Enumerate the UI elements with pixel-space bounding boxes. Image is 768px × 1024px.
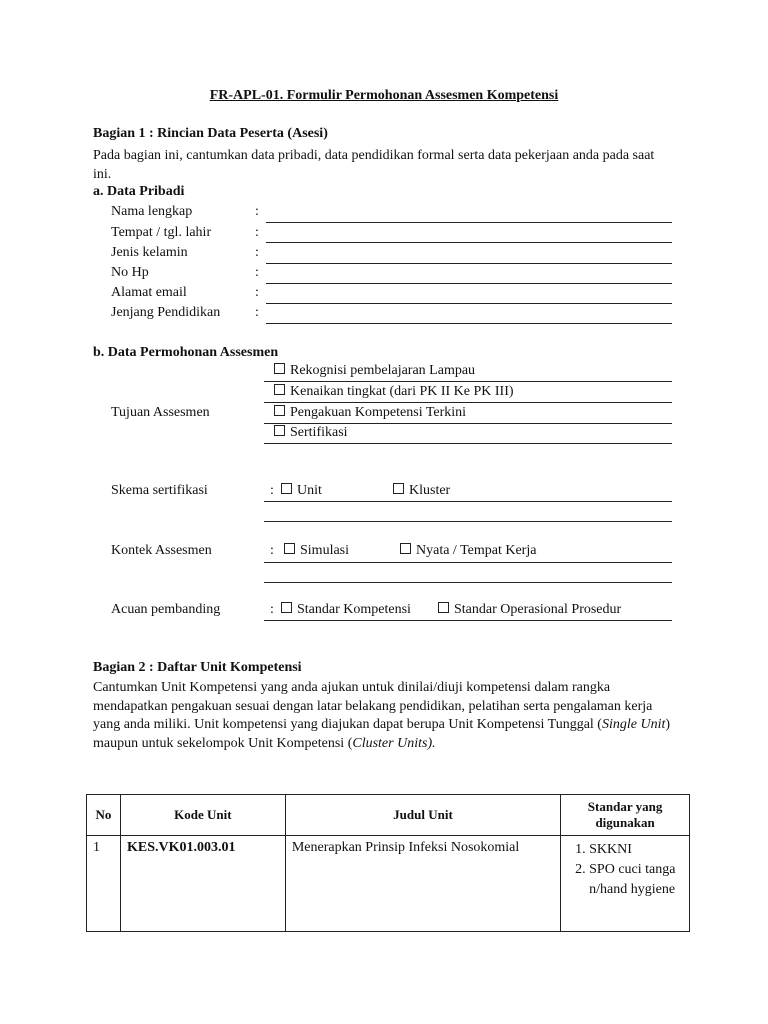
header-no: No bbox=[87, 795, 121, 836]
unit-table bbox=[86, 794, 690, 932]
divider bbox=[264, 562, 672, 563]
skema-label: Skema sertifikasi bbox=[111, 483, 208, 498]
section1-intro: Pada bagian ini, cantumkan data pribadi, data pendidikan formal serta data pekerjaan anda pada saat ini. bbox=[93, 148, 655, 182]
checkbox-icon[interactable] bbox=[274, 384, 285, 395]
cell-judul: Menerapkan Prinsip Infeksi Nosokomial bbox=[285, 836, 560, 932]
section2-heading: Bagian 2 : Daftar Unit Kompetensi bbox=[93, 660, 302, 675]
section2-intro: Cantumkan Unit Kompetensi yang anda ajukan untuk dinilai/diuji kompetensi dalam rangka mendapatkan pengakuan sesuai dengan latar belakang pendidikan, pelatihan serta pengalaman kerja yang anda miliki. Unit kompetensi yang diajukan dapat berupa Unit Kompetensi Tunggal (Single Unit) maupun untuk sekelompok Unit Kompetensi (Cluster Units). bbox=[93, 680, 671, 751]
field-colon: : bbox=[255, 245, 259, 260]
checkbox-icon[interactable] bbox=[274, 405, 285, 416]
tujuan-option-label: Sertifikasi bbox=[290, 425, 348, 440]
field-label-no-hp: No Hp bbox=[111, 265, 149, 280]
tujuan-option-label: Pengakuan Kompetensi Terkini bbox=[290, 405, 467, 420]
data-pribadi-heading: a. Data Pribadi bbox=[93, 184, 185, 199]
checkbox-icon[interactable] bbox=[274, 425, 285, 436]
checkbox-icon[interactable] bbox=[400, 543, 411, 554]
header-judul-unit: Judul Unit bbox=[285, 795, 560, 836]
header-standar: Standar yang digunakan bbox=[561, 795, 690, 836]
section1-heading: Bagian 1 : Rincian Data Peserta (Asesi) bbox=[93, 126, 328, 141]
skema-option-kluster[interactable]: Kluster bbox=[393, 483, 450, 499]
acuan-label: Acuan pembanding bbox=[111, 602, 221, 617]
cell-standar bbox=[561, 836, 690, 932]
field-label-jenis-kelamin: Jenis kelamin bbox=[111, 245, 188, 260]
field-colon: : bbox=[255, 285, 259, 300]
cell-kode: KES.VK01.003.01 bbox=[120, 836, 285, 932]
field-colon: : bbox=[255, 225, 259, 240]
field-label-alamat-email: Alamat email bbox=[111, 285, 187, 300]
field-colon: : bbox=[255, 265, 259, 280]
divider bbox=[264, 582, 672, 583]
field-input-tempat-tgl-lahir[interactable] bbox=[266, 242, 672, 243]
skema-option-unit[interactable]: Unit bbox=[281, 483, 322, 499]
checkbox-icon[interactable] bbox=[274, 363, 285, 374]
kontek-label: Kontek Assesmen bbox=[111, 543, 212, 558]
field-colon: : bbox=[255, 204, 259, 219]
page-title: FR-APL-01. Formulir Permohonan Assesmen Kompetensi bbox=[209, 88, 559, 103]
divider bbox=[264, 521, 672, 522]
kontek-option-nyata[interactable]: Nyata / Tempat Kerja bbox=[400, 543, 536, 559]
tujuan-option-label: Kenaikan tingkat (dari PK II Ke PK III) bbox=[290, 384, 514, 399]
list-item: 1. SKKNI bbox=[589, 840, 683, 860]
checkbox-icon[interactable] bbox=[281, 602, 292, 613]
field-label-tempat-tgl-lahir: Tempat / tgl. lahir bbox=[111, 225, 212, 240]
field-input-nama[interactable] bbox=[266, 222, 672, 223]
list-item: 2. SPO cuci tangan/hand hygiene bbox=[589, 860, 683, 900]
cell-no: 1 bbox=[87, 836, 121, 932]
field-input-jenis-kelamin[interactable] bbox=[266, 263, 672, 264]
acuan-colon: : bbox=[270, 602, 274, 617]
checkbox-icon[interactable] bbox=[393, 483, 404, 494]
tujuan-label: Tujuan Assesmen bbox=[111, 405, 210, 420]
divider bbox=[264, 501, 672, 502]
kontek-colon: : bbox=[270, 543, 274, 558]
field-label-nama: Nama lengkap bbox=[111, 204, 193, 219]
divider bbox=[264, 620, 672, 621]
data-permohonan-heading: b. Data Permohonan Assesmen bbox=[93, 345, 279, 360]
checkbox-icon[interactable] bbox=[281, 483, 292, 494]
field-label-jenjang-pendidikan: Jenjang Pendidikan bbox=[111, 305, 221, 320]
table-header-row bbox=[87, 795, 690, 836]
tujuan-option[interactable] bbox=[264, 362, 672, 382]
tujuan-option-label: Rekognisi pembelajaran Lampau bbox=[290, 363, 476, 378]
skema-colon: : bbox=[270, 483, 274, 498]
table-row bbox=[87, 836, 690, 932]
tujuan-option[interactable] bbox=[264, 424, 672, 444]
checkbox-icon[interactable] bbox=[438, 602, 449, 613]
acuan-option-sop[interactable]: Standar Operasional Prosedur bbox=[438, 602, 621, 618]
field-input-alamat-email[interactable] bbox=[266, 303, 672, 304]
tujuan-option[interactable] bbox=[264, 404, 672, 424]
tujuan-option[interactable] bbox=[264, 383, 672, 403]
field-colon: : bbox=[255, 305, 259, 320]
kontek-option-simulasi[interactable]: Simulasi bbox=[284, 543, 349, 559]
acuan-option-standar-kompetensi[interactable]: Standar Kompetensi bbox=[281, 602, 411, 618]
checkbox-icon[interactable] bbox=[284, 543, 295, 554]
field-input-jenjang-pendidikan[interactable] bbox=[266, 323, 672, 324]
header-kode-unit: Kode Unit bbox=[120, 795, 285, 836]
field-input-no-hp[interactable] bbox=[266, 283, 672, 284]
